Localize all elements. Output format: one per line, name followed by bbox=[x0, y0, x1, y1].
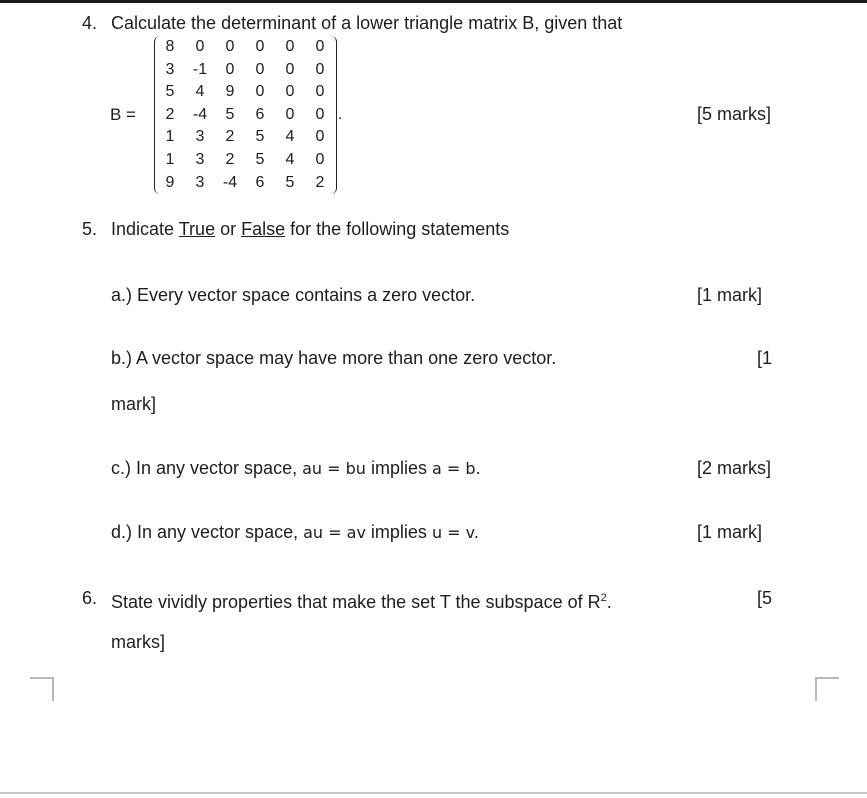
q5-number: 5. bbox=[82, 219, 98, 239]
q5c-text bbox=[111, 457, 481, 480]
q5d-prefix: d.) In any vector space, bbox=[111, 522, 299, 542]
matrix-cell: 0 bbox=[255, 38, 265, 55]
q5a-text: a.) Every vector space contains a zero vector. bbox=[111, 285, 476, 305]
q4-number: 4. bbox=[82, 13, 98, 33]
matrix-cell: 1 bbox=[165, 128, 175, 146]
matrix-cell: 4 bbox=[285, 128, 295, 146]
matrix-cell: 0 bbox=[285, 38, 295, 55]
q5b-marks-part2: mark] bbox=[111, 394, 156, 414]
matrix-cell: 5 bbox=[255, 128, 265, 146]
bottom-border bbox=[0, 792, 867, 794]
matrix-b bbox=[110, 34, 360, 198]
matrix-cell: 0 bbox=[315, 128, 325, 146]
q5-prefix: Indicate bbox=[111, 219, 175, 239]
matrix-cell: 2 bbox=[225, 151, 235, 168]
false-word: False bbox=[241, 219, 286, 239]
q5-text bbox=[111, 218, 509, 240]
q5d-text bbox=[111, 521, 479, 544]
matrix-cell: 0 bbox=[315, 105, 325, 123]
matrix-cell: 1 bbox=[165, 151, 175, 168]
matrix-cell: 5 bbox=[285, 173, 295, 191]
q5d-marks: [1 mark] bbox=[697, 522, 763, 542]
q6-body: State vividly properties that make the set T the subspace of R bbox=[111, 592, 601, 612]
q6-text bbox=[111, 587, 612, 613]
q5c-prefix: c.) In any vector space, bbox=[111, 458, 298, 478]
matrix-cell: 6 bbox=[255, 105, 265, 123]
matrix-cell: 5 bbox=[255, 151, 265, 168]
matrix-cell: 0 bbox=[315, 60, 325, 78]
matrix-cell: -4 bbox=[192, 105, 208, 123]
q5c-eq1: au = bu bbox=[302, 459, 366, 478]
q5b-marks-part1: [1 bbox=[757, 348, 773, 368]
q5c-middle: implies bbox=[370, 458, 427, 478]
matrix-cell: -1 bbox=[192, 60, 208, 78]
matrix-cell: 0 bbox=[225, 60, 235, 78]
q4-marks: [5 marks] bbox=[697, 104, 772, 124]
matrix-cell: 3 bbox=[195, 173, 205, 191]
q5a-marks: [1 mark] bbox=[697, 285, 763, 305]
matrix-cell: 2 bbox=[315, 173, 325, 191]
matrix-cell: 3 bbox=[195, 128, 205, 146]
matrix-cell: 5 bbox=[225, 105, 235, 123]
q5d-middle: implies bbox=[370, 522, 427, 542]
true-word: True bbox=[178, 219, 216, 239]
matrix-cell: 0 bbox=[255, 60, 265, 78]
matrix-cell: 0 bbox=[285, 105, 295, 123]
matrix-cell: 0 bbox=[285, 60, 295, 78]
crop-corner-left bbox=[30, 677, 54, 701]
q6-superscript: 2 bbox=[600, 592, 607, 604]
matrix-cell: 0 bbox=[225, 38, 235, 55]
q6-marks-part1: [5 bbox=[757, 588, 773, 608]
matrix-cell: 4 bbox=[195, 83, 205, 101]
matrix-cell: 8 bbox=[165, 38, 175, 55]
matrix-cell: -4 bbox=[222, 173, 238, 191]
matrix-cell: 2 bbox=[165, 105, 175, 123]
q5d-eq2: u = v. bbox=[431, 523, 479, 542]
q6-number: 6. bbox=[82, 588, 98, 608]
q5-suffix: for the following statements bbox=[290, 219, 510, 239]
q5b-text: b.) A vector space may have more than one zero vector. bbox=[111, 348, 557, 368]
matrix-cell: 6 bbox=[255, 173, 265, 191]
matrix-cell: 3 bbox=[165, 60, 175, 78]
matrix-cell: 0 bbox=[255, 83, 265, 101]
matrix-cell: 9 bbox=[165, 173, 175, 191]
matrix-cell: 5 bbox=[165, 83, 175, 101]
q5c-marks: [2 marks] bbox=[697, 458, 772, 478]
q4-text: Calculate the determinant of a lower triangle matrix B, given that bbox=[111, 13, 623, 33]
matrix-cell: 3 bbox=[195, 151, 205, 168]
matrix-cell: 2 bbox=[225, 128, 235, 146]
matrix-cell: 0 bbox=[315, 38, 325, 55]
matrix-cell: 4 bbox=[285, 151, 295, 168]
matrix-cell: 9 bbox=[225, 83, 235, 101]
q5d-eq1: au = av bbox=[303, 523, 366, 542]
q6-period: . bbox=[606, 592, 612, 612]
top-border bbox=[0, 0, 867, 3]
matrix-cell: 0 bbox=[195, 38, 205, 55]
q5c-eq2: a = b. bbox=[431, 459, 481, 478]
matrix-period: . bbox=[338, 106, 343, 123]
matrix-cell: 0 bbox=[285, 83, 295, 101]
q6-marks-part2: marks] bbox=[111, 632, 165, 652]
matrix-cell: 0 bbox=[315, 151, 325, 168]
crop-corner-right bbox=[815, 677, 839, 701]
or-word: or bbox=[220, 219, 237, 239]
matrix-label: B = bbox=[110, 105, 136, 124]
matrix-cell: 0 bbox=[315, 83, 325, 101]
